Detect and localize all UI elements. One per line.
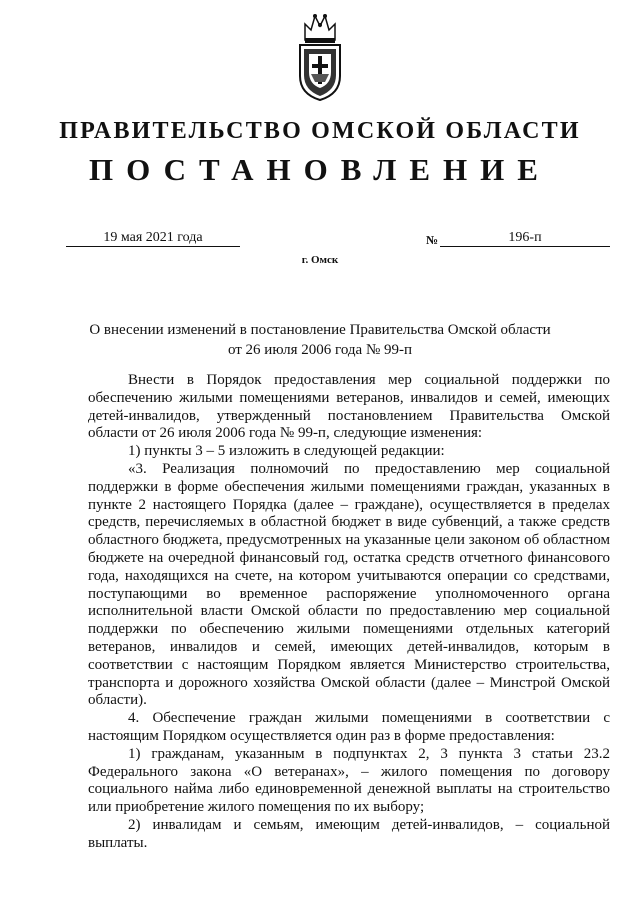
body-paragraph: «3. Реализация полномочий по предоставлению мер социальной поддержки в форме обеспечения жилыми помещениями граждан, указанных в пункте 2 настоящего Порядка (далее – граждане), осуществляется в пределах средств, перечисляемых в областной бюджет в виде субвенций, а также средств областного бюджета, предусмотренных на указанные цели законом об областном бюджете на очередной финансовый год, остатка средств отчетного финансового года, находящихся на счете, на котором учитываются операции со средствами, поступающими во временное распоряжение уполномоченного органа исполнительной власти Омской области по предоставлению мер социальной поддержки по обеспечению жилыми помещениями отдельных категорий ветеранов, инвалидов и семей, имеющих детей-инвалидов, которым в соответствии с настоящим Порядком является Министерство строительства, транспорта и дорожного хозяйства Омской области (далее – Минстрой Омской области). xyxy=(88,460,610,709)
body-paragraph: 1) пункты 3 – 5 изложить в следующей редакции: xyxy=(128,443,445,460)
document-type: ПОСТАНОВЛЕНИЕ xyxy=(89,152,551,187)
document-date: 19 мая 2021 года xyxy=(66,230,240,247)
document-number: 196-п xyxy=(440,230,610,247)
government-name: ПРАВИТЕЛЬСТВО ОМСКОЙ ОБЛАСТИ xyxy=(59,118,581,144)
body-paragraph: 4. Обеспечение граждан жилыми помещениями в соответствии с настоящим Порядком осуществляется один раз в форме предоставления: xyxy=(88,710,610,744)
body-paragraph: 2) инвалидам и семьям, имеющим детей-инвалидов, – социальной выплаты. xyxy=(88,816,610,851)
city: г. Омск xyxy=(301,254,339,266)
number-label: № xyxy=(426,233,439,247)
body-paragraph: 1) гражданам, указанным в подпунктах 2, 3 пункта 3 статьи 23.2 Федерального закона «О ветеранах», – жилого помещения по договору социального найма либо единовременной денежной выплаты на строительство или приобретение жилого помещения по их выбору; xyxy=(88,745,610,816)
coat-of-arms-icon xyxy=(297,10,343,102)
title-line-1: О внесении изменений в постановление Правительства Омской области xyxy=(89,322,551,338)
document-title xyxy=(60,320,580,360)
document-body xyxy=(88,372,610,853)
body-paragraph: Внести в Порядок предоставления мер социальной поддержки по обеспечению жилыми помещениями ветеранов, инвалидов и семей, имеющих детей-инвалидов, утвержденный постановлением Правительства Омской области от 26 июля 2006 года № 99-п, следующие изменения: xyxy=(88,372,610,442)
title-line-2: от 26 июля 2006 года № 99-п xyxy=(227,342,413,358)
